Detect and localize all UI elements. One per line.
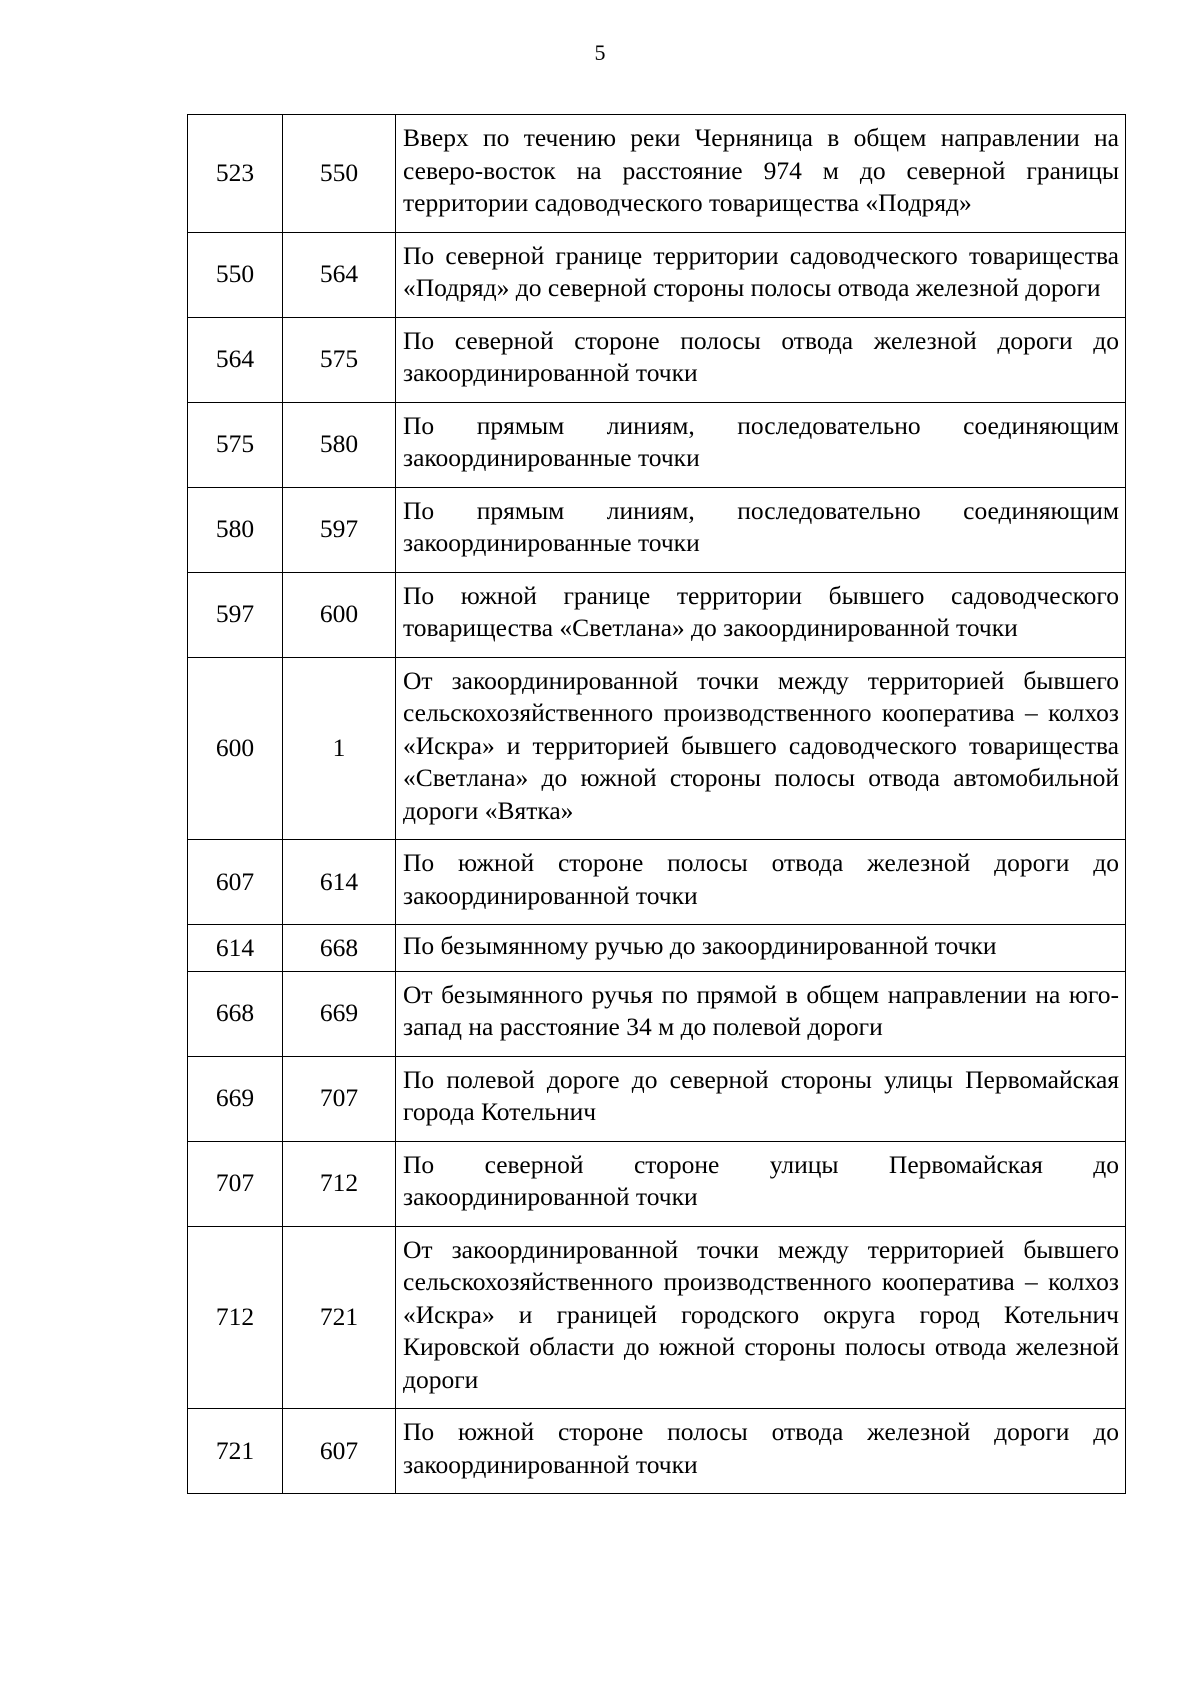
- point-to: 669: [283, 971, 396, 1056]
- point-from: 614: [188, 925, 283, 972]
- table-row: [188, 232, 1126, 317]
- point-from: 607: [188, 840, 283, 925]
- boundary-description-table: [187, 114, 1126, 1494]
- table-row: [188, 840, 1126, 925]
- point-to: 1: [283, 657, 396, 840]
- table-row: [188, 115, 1126, 233]
- table-row: [188, 657, 1126, 840]
- point-from: 669: [188, 1056, 283, 1141]
- boundary-description: По южной границе территории бывшего садоводческого товарищества «Светлана» до закоординированной точки: [396, 572, 1126, 657]
- point-to: 600: [283, 572, 396, 657]
- boundary-description: По прямым линиям, последовательно соединяющим закоординированные точки: [396, 402, 1126, 487]
- table-row: [188, 1409, 1126, 1494]
- point-from: 550: [188, 232, 283, 317]
- point-to: 614: [283, 840, 396, 925]
- point-to: 564: [283, 232, 396, 317]
- boundary-description: По южной стороне полосы отвода железной дороги до закоординированной точки: [396, 1409, 1126, 1494]
- boundary-description: Вверх по течению реки Черняница в общем направлении на северо-восток на расстояние 974 м до северной границы территории садоводческого товарищества «Подряд»: [396, 115, 1126, 233]
- point-to: 707: [283, 1056, 396, 1141]
- table-row: [188, 572, 1126, 657]
- page-number: 5: [594, 40, 606, 65]
- point-to: 607: [283, 1409, 396, 1494]
- point-to: 580: [283, 402, 396, 487]
- boundary-description: По северной стороне улицы Первомайская до закоординированной точки: [396, 1141, 1126, 1226]
- boundary-description: От безымянного ручья по прямой в общем направлении на юго-запад на расстояние 34 м до полевой дороги: [396, 971, 1126, 1056]
- table-row: [188, 1056, 1126, 1141]
- boundary-description: По северной границе территории садоводческого товарищества «Подряд» до северной стороны полосы отвода железной дороги: [396, 232, 1126, 317]
- boundary-description: По безымянному ручью до закоординированной точки: [396, 925, 1126, 972]
- point-to: 668: [283, 925, 396, 972]
- point-to: 721: [283, 1226, 396, 1409]
- point-to: 550: [283, 115, 396, 233]
- table-row: [188, 1226, 1126, 1409]
- table-row: [188, 487, 1126, 572]
- table-row: [188, 317, 1126, 402]
- boundary-description: От закоординированной точки между территорией бывшего сельскохозяйственного производственного кооператива – колхоз «Искра» и границей городского округа город Котельнич Кировской области до южной стороны полосы отвода железной дороги: [396, 1226, 1126, 1409]
- boundary-description: По полевой дороге до северной стороны улицы Первомайская города Котельнич: [396, 1056, 1126, 1141]
- point-from: 712: [188, 1226, 283, 1409]
- boundary-description: По северной стороне полосы отвода железной дороги до закоординированной точки: [396, 317, 1126, 402]
- table-row: [188, 925, 1126, 972]
- table-row: [188, 1141, 1126, 1226]
- boundary-description: По прямым линиям, последовательно соединяющим закоординированные точки: [396, 487, 1126, 572]
- point-from: 668: [188, 971, 283, 1056]
- point-from: 523: [188, 115, 283, 233]
- point-from: 707: [188, 1141, 283, 1226]
- point-to: 575: [283, 317, 396, 402]
- table-row: [188, 971, 1126, 1056]
- boundary-description: По южной стороне полосы отвода железной дороги до закоординированной точки: [396, 840, 1126, 925]
- point-to: 712: [283, 1141, 396, 1226]
- point-from: 575: [188, 402, 283, 487]
- point-from: 564: [188, 317, 283, 402]
- point-from: 600: [188, 657, 283, 840]
- point-to: 597: [283, 487, 396, 572]
- table-row: [188, 402, 1126, 487]
- point-from: 580: [188, 487, 283, 572]
- point-from: 597: [188, 572, 283, 657]
- boundary-description: От закоординированной точки между территорией бывшего сельскохозяйственного производственного кооператива – колхоз «Искра» и территорией бывшего садоводческого товарищества «Светлана» до южной стороны полосы отвода автомобильной дороги «Вятка»: [396, 657, 1126, 840]
- point-from: 721: [188, 1409, 283, 1494]
